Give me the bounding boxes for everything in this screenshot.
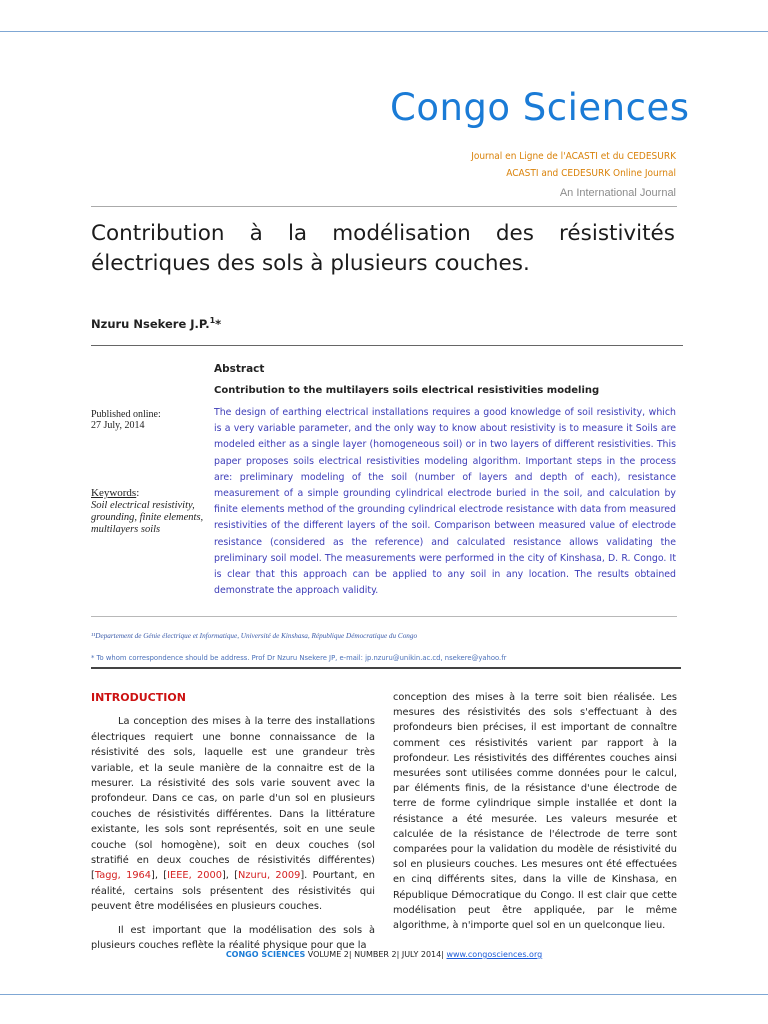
abstract-title: Contribution to the multilayers soils electrical resistivities modeling — [214, 385, 600, 396]
author-rule — [91, 345, 683, 346]
body-left-column — [91, 690, 375, 954]
published-label: Published online: — [91, 409, 161, 420]
abstract-body: The design of earthing electrical installations requires a good knowledge of soil resistivity, which is a very variable parameter, and the only way to know about resistivity is to measure it Soils are modeled either as a single layer (homogeneous soil) or in two layers of different resistivities. This paper proposes soils electrical resistivities modeling algorithm. Important steps in the process are: preliminary modeling of the soil (number of layers and depth of each), resistance measurement of a simple grounding cylindrical electrode buried in the soil, and calculation by finite elements method of the grounding cylindrical electrode resistance with data from measured resistivities of the different layers of the soil. Comparison between measured value of electrode resistance (considered as the reference) and calculated resistance allows validating the preliminary soil model. The measurements were performed in the city of Kinshasa, D. R. Congo. It is clear that this approach can be applied to any soil in any location. The results obtained demonstrate the approach validity. — [214, 407, 676, 597]
author-line — [91, 316, 221, 331]
intro-text-b: ]. Pourtant, en réalité, certains sols présentent des résistivités qui peuvent être modélisées en plusieurs couches. — [91, 870, 376, 913]
footer-issue: VOLUME 2| NUMBER 2| JULY 2014| — [305, 950, 447, 959]
keywords-heading — [91, 487, 139, 499]
journal-subtitle-en: ACASTI and CEDESURK Online Journal — [506, 168, 676, 179]
page-footer — [0, 950, 768, 959]
keywords-label: Keywords — [91, 487, 137, 499]
body-right-column — [393, 690, 677, 933]
citation-nzuru[interactable]: Nzuru, 2009 — [238, 870, 301, 882]
citation-separator-1: ], [ — [151, 870, 168, 882]
masthead-rule — [91, 206, 677, 207]
journal-subtitle-fr: Journal en Ligne de l'ACASTI et du CEDESURK — [471, 151, 676, 162]
correspondence-note: * To whom correspondence should be address. Prof Dr Nzuru Nsekere JP, e-mail: jp.nzuru@unikin.ac.cd, nsekere@yahoo.fr — [91, 654, 507, 662]
journal-tagline: An International Journal — [559, 187, 676, 199]
affiliation: ¹¹Departement de Génie électrique et Informatique, Université de Kinshasa, République Démocratique du Congo — [91, 632, 418, 640]
introduction-heading: INTRODUCTION — [91, 691, 186, 704]
article-title: Contribution à la modélisation des résistivités électriques des sols à plusieurs couches. — [91, 221, 675, 276]
author-name: Nzuru Nsekere J.P. — [91, 316, 210, 331]
intro-paragraph-continued: conception des mises à la terre soit bien réalisée. Les mesures des résistivités des sols s'effectuant à des profondeurs bien précises, il est important de connaître comment ces résistivités varient par rapport à la profondeur. Les résistivités des différentes couches ainsi mesurées sont utilisées comme données pour le calcul, par éléments finis, de la résistance d'une électrode de terre de forme cylindrique simple installée et dont la résistance a été mesurée. Les valeurs mesurée et calculée de la résistance de l'électrode de terre sont comparées pour la validation du modèle de résistivité du sol en plusieurs couches. Les mesures ont été effectuées en cinq différents sites, dans la ville de Kinshasa, en République Démocratique du Congo. Il est clair que cette modélisation peut être appliquée, par le même algorithme, à n'importe quel sol en un quelconque lieu. — [393, 692, 677, 932]
body-top-rule — [91, 667, 681, 669]
published-date: 27 July, 2014 — [91, 420, 145, 431]
citation-tagg[interactable]: Tagg, 1964 — [94, 870, 152, 882]
keywords-list: Soil electrical resistivity, grounding, finite elements, multilayers soils — [91, 500, 204, 535]
intro-paragraph-2: Il est important que la modélisation des sols à plusieurs couches reflète la réalité physique pour que la — [91, 924, 375, 952]
intro-text-a: La conception des mises à la terre des installations électriques requiert une bonne connaissance de la résistivité des sols, laquelle est une grandeur très variable, et la seule manière de la connaitre est de la mesurer. La résistivité des sols varie souvent avec la profondeur. Dans ce cas, on parle d'un sol en plusieurs couches de résistivités différentes. Dans la littérature existante, les sols sont représentés, soit en une seule couche (sol homogène), soit en deux couches (sol stratifié en deux couches de résistivités différentes) [ — [91, 716, 375, 882]
publication-info — [91, 409, 201, 431]
intro-paragraph-1 — [91, 714, 375, 914]
abstract-rule — [91, 616, 677, 617]
top-rule — [0, 31, 768, 32]
citation-separator-2: ], [ — [221, 870, 239, 882]
citation-ieee[interactable]: IEEE, 2000 — [167, 870, 222, 882]
author-correspondence-mark: * — [215, 316, 222, 331]
journal-name: Congo Sciences — [390, 86, 690, 129]
author-affiliation-mark: 1 — [209, 316, 216, 325]
footer-journal: CONGO SCIENCES — [225, 950, 306, 959]
abstract-heading: Abstract — [214, 363, 265, 375]
bottom-rule — [0, 994, 768, 995]
footer-website-link[interactable]: www.congosciences.org — [446, 950, 543, 959]
keywords-colon: : — [136, 487, 140, 499]
